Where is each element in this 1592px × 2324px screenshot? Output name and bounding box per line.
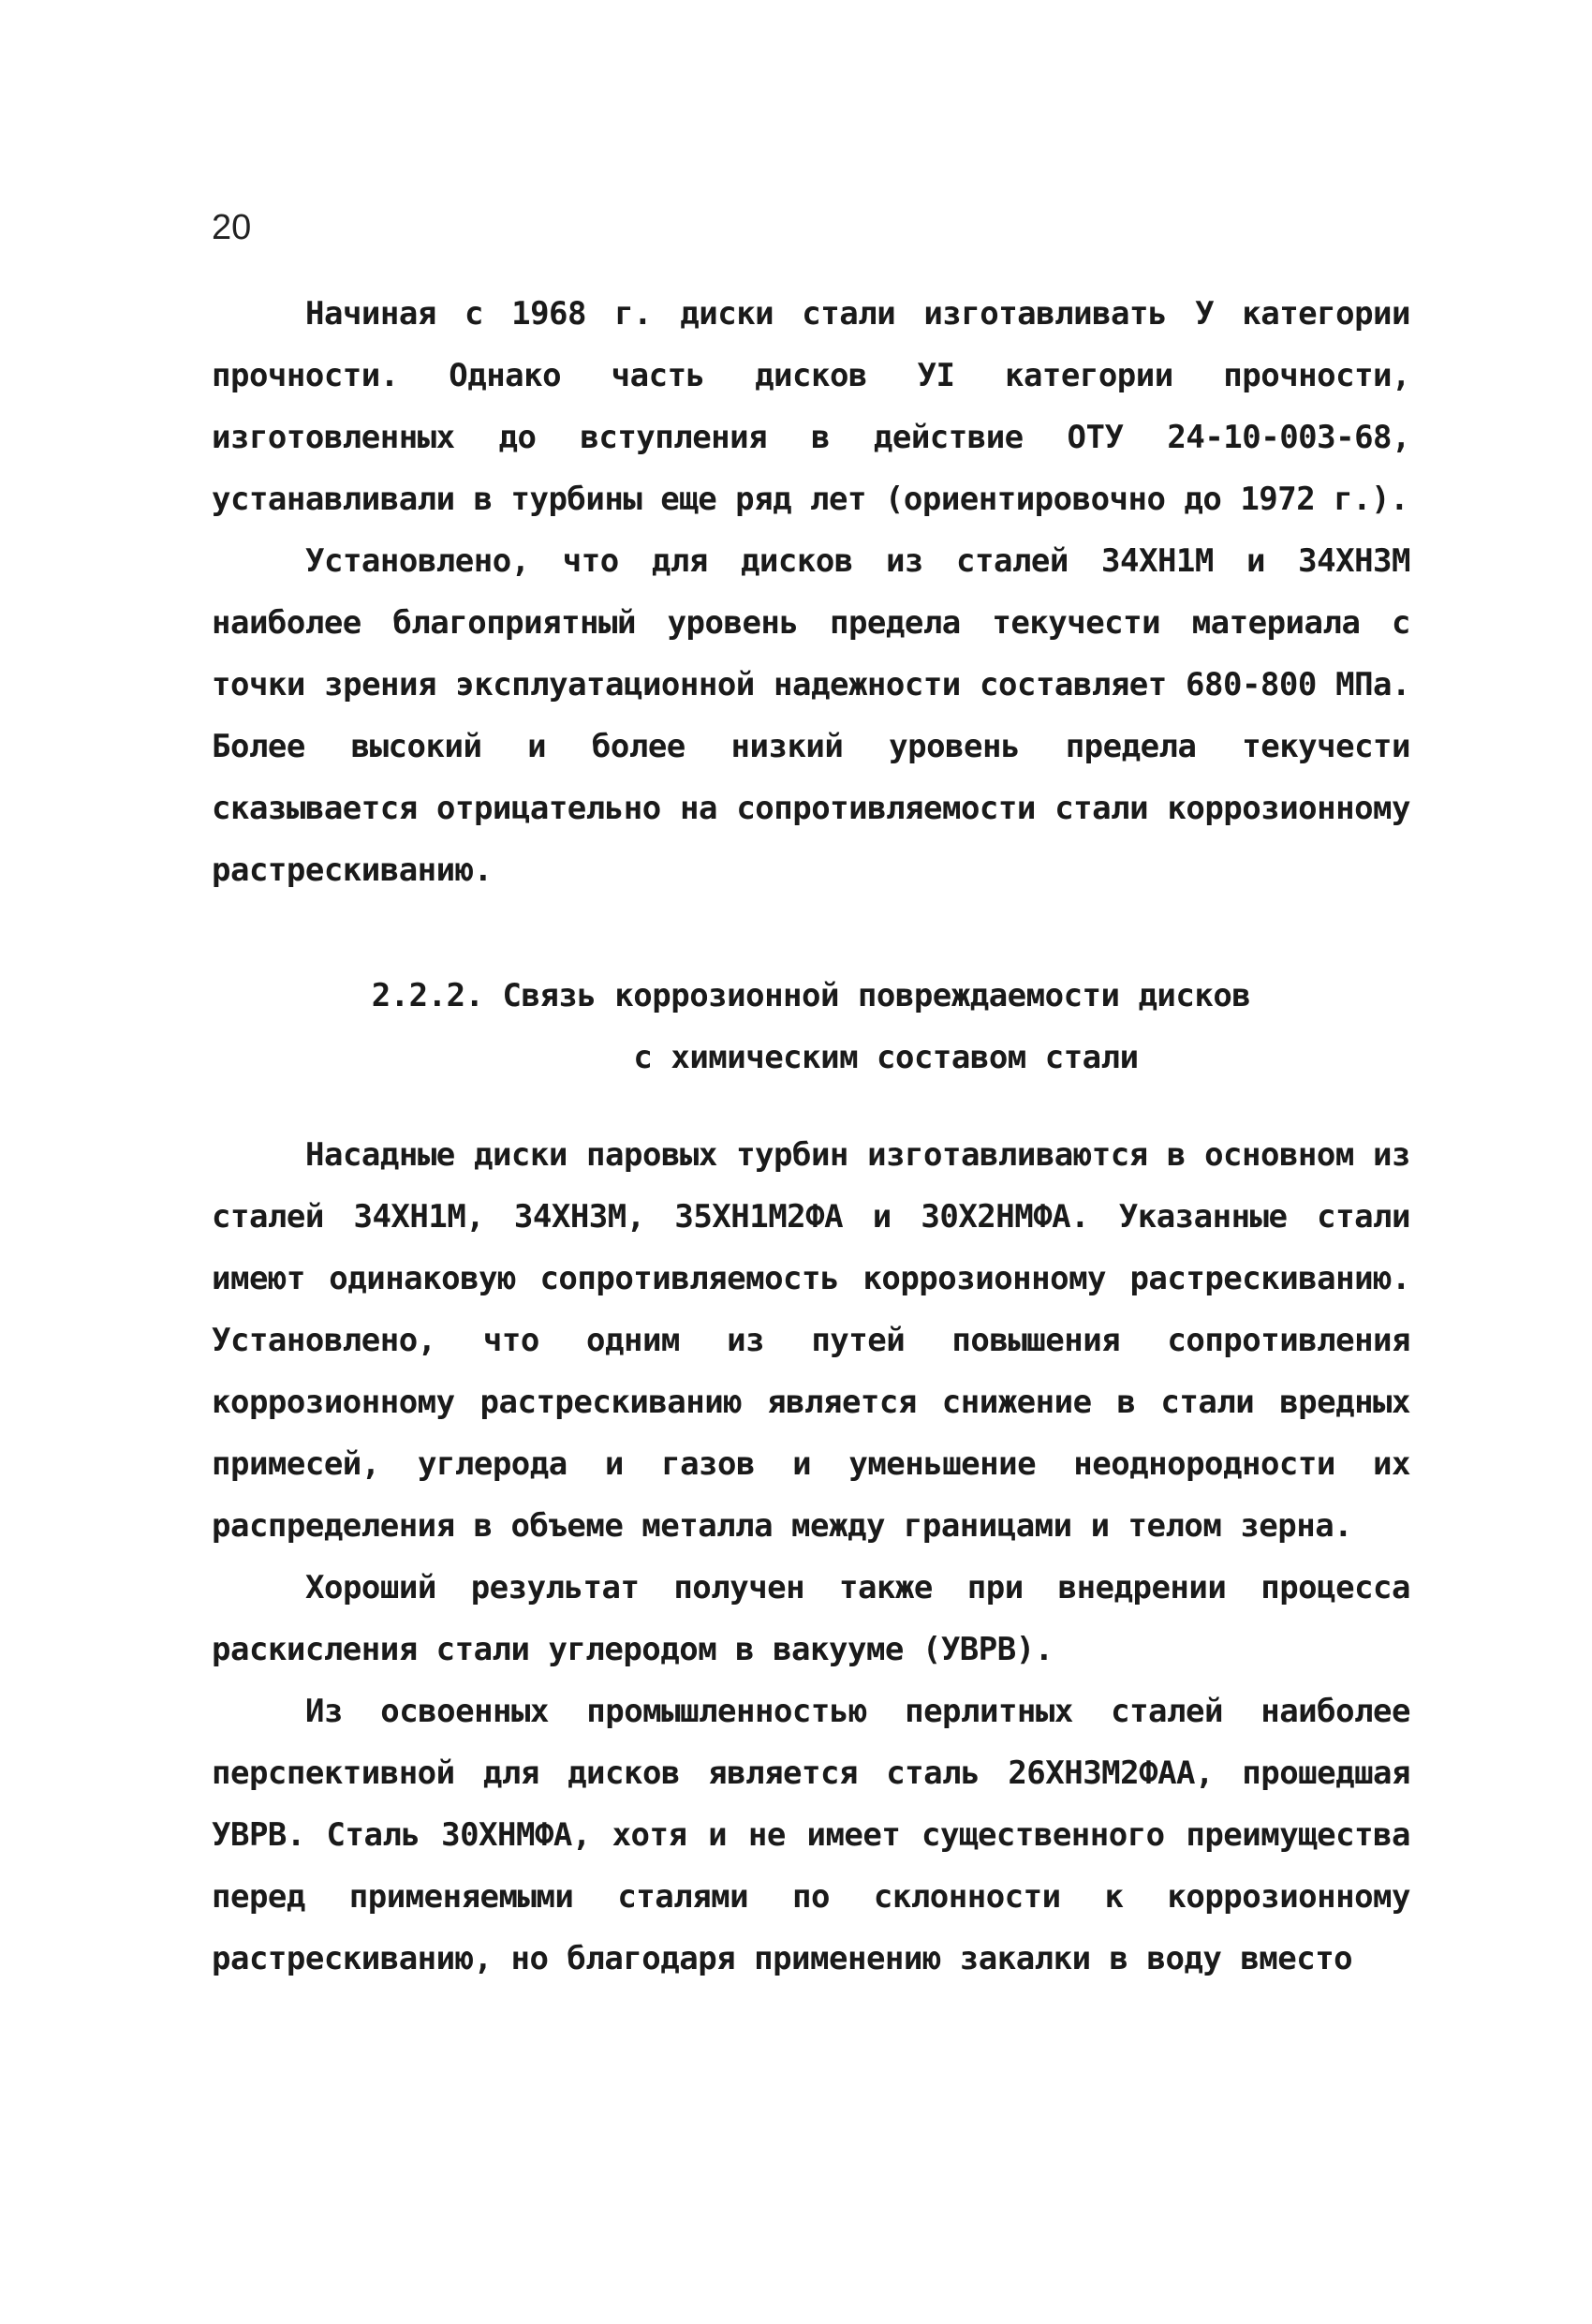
page-number: 20 <box>212 208 252 247</box>
section-heading-line1: 2.2.2. Связь коррозионной повреждаемости дисков <box>371 977 1251 1014</box>
paragraph-disk-strength-category: Начиная с 1968 г. диски стали изготавливать У категории прочности. Однако часть дисков УI категории прочности, изготовленных до вступления в действие ОТУ 24-10-003-68, устанавливали в турбины еще ряд лет (ориентировочно до 1972 г.). <box>212 295 1410 518</box>
paragraph-uvrv-process: Хороший результат получен также при внедрении процесса раскисления стали углеродом в вакууме (УВРВ). <box>212 1569 1410 1668</box>
section-heading <box>212 965 1410 1088</box>
paragraph-steel-grades: Насадные диски паровых турбин изготавливаются в основном из сталей 34ХН1М, 34ХН3М, 35ХН1М2ФА и 30Х2НМФА. Указанные стали имеют одинаковую сопротивляемость коррозионному растрескиванию. Установлено, что одним из путей повышения сопротивления коррозионному растрескиванию является снижение в стали вредных примесей, углерода и газов и уменьшение неоднородности их распределения в объеме металла между границами и телом зерна. <box>212 1136 1410 1545</box>
paragraph-perspective-steel: Из освоенных промышленностью перлитных сталей наиболее перспективной для дисков является сталь 26ХН3М2ФАА, прошедшая УВРВ. Сталь 30ХНМФА, хотя и не имеет существенного преимущества перед применяемыми сталями по склонности к коррозионному растрескиванию, но благодаря применению закалки в воду вместо <box>212 1693 1410 1977</box>
section-heading-line2: с химическим составом стали <box>633 1039 1139 1076</box>
paragraph-yield-strength-level: Установлено, что для дисков из сталей 34ХН1М и 34ХН3М наиболее благоприятный уровень предела текучести материала с точки зрения эксплуатационной надежности составляет 680-800 МПа. Более высокий и более низкий уровень предела текучести сказывается отрицательно на сопротивляемости стали коррозионному растрескиванию. <box>212 542 1410 889</box>
